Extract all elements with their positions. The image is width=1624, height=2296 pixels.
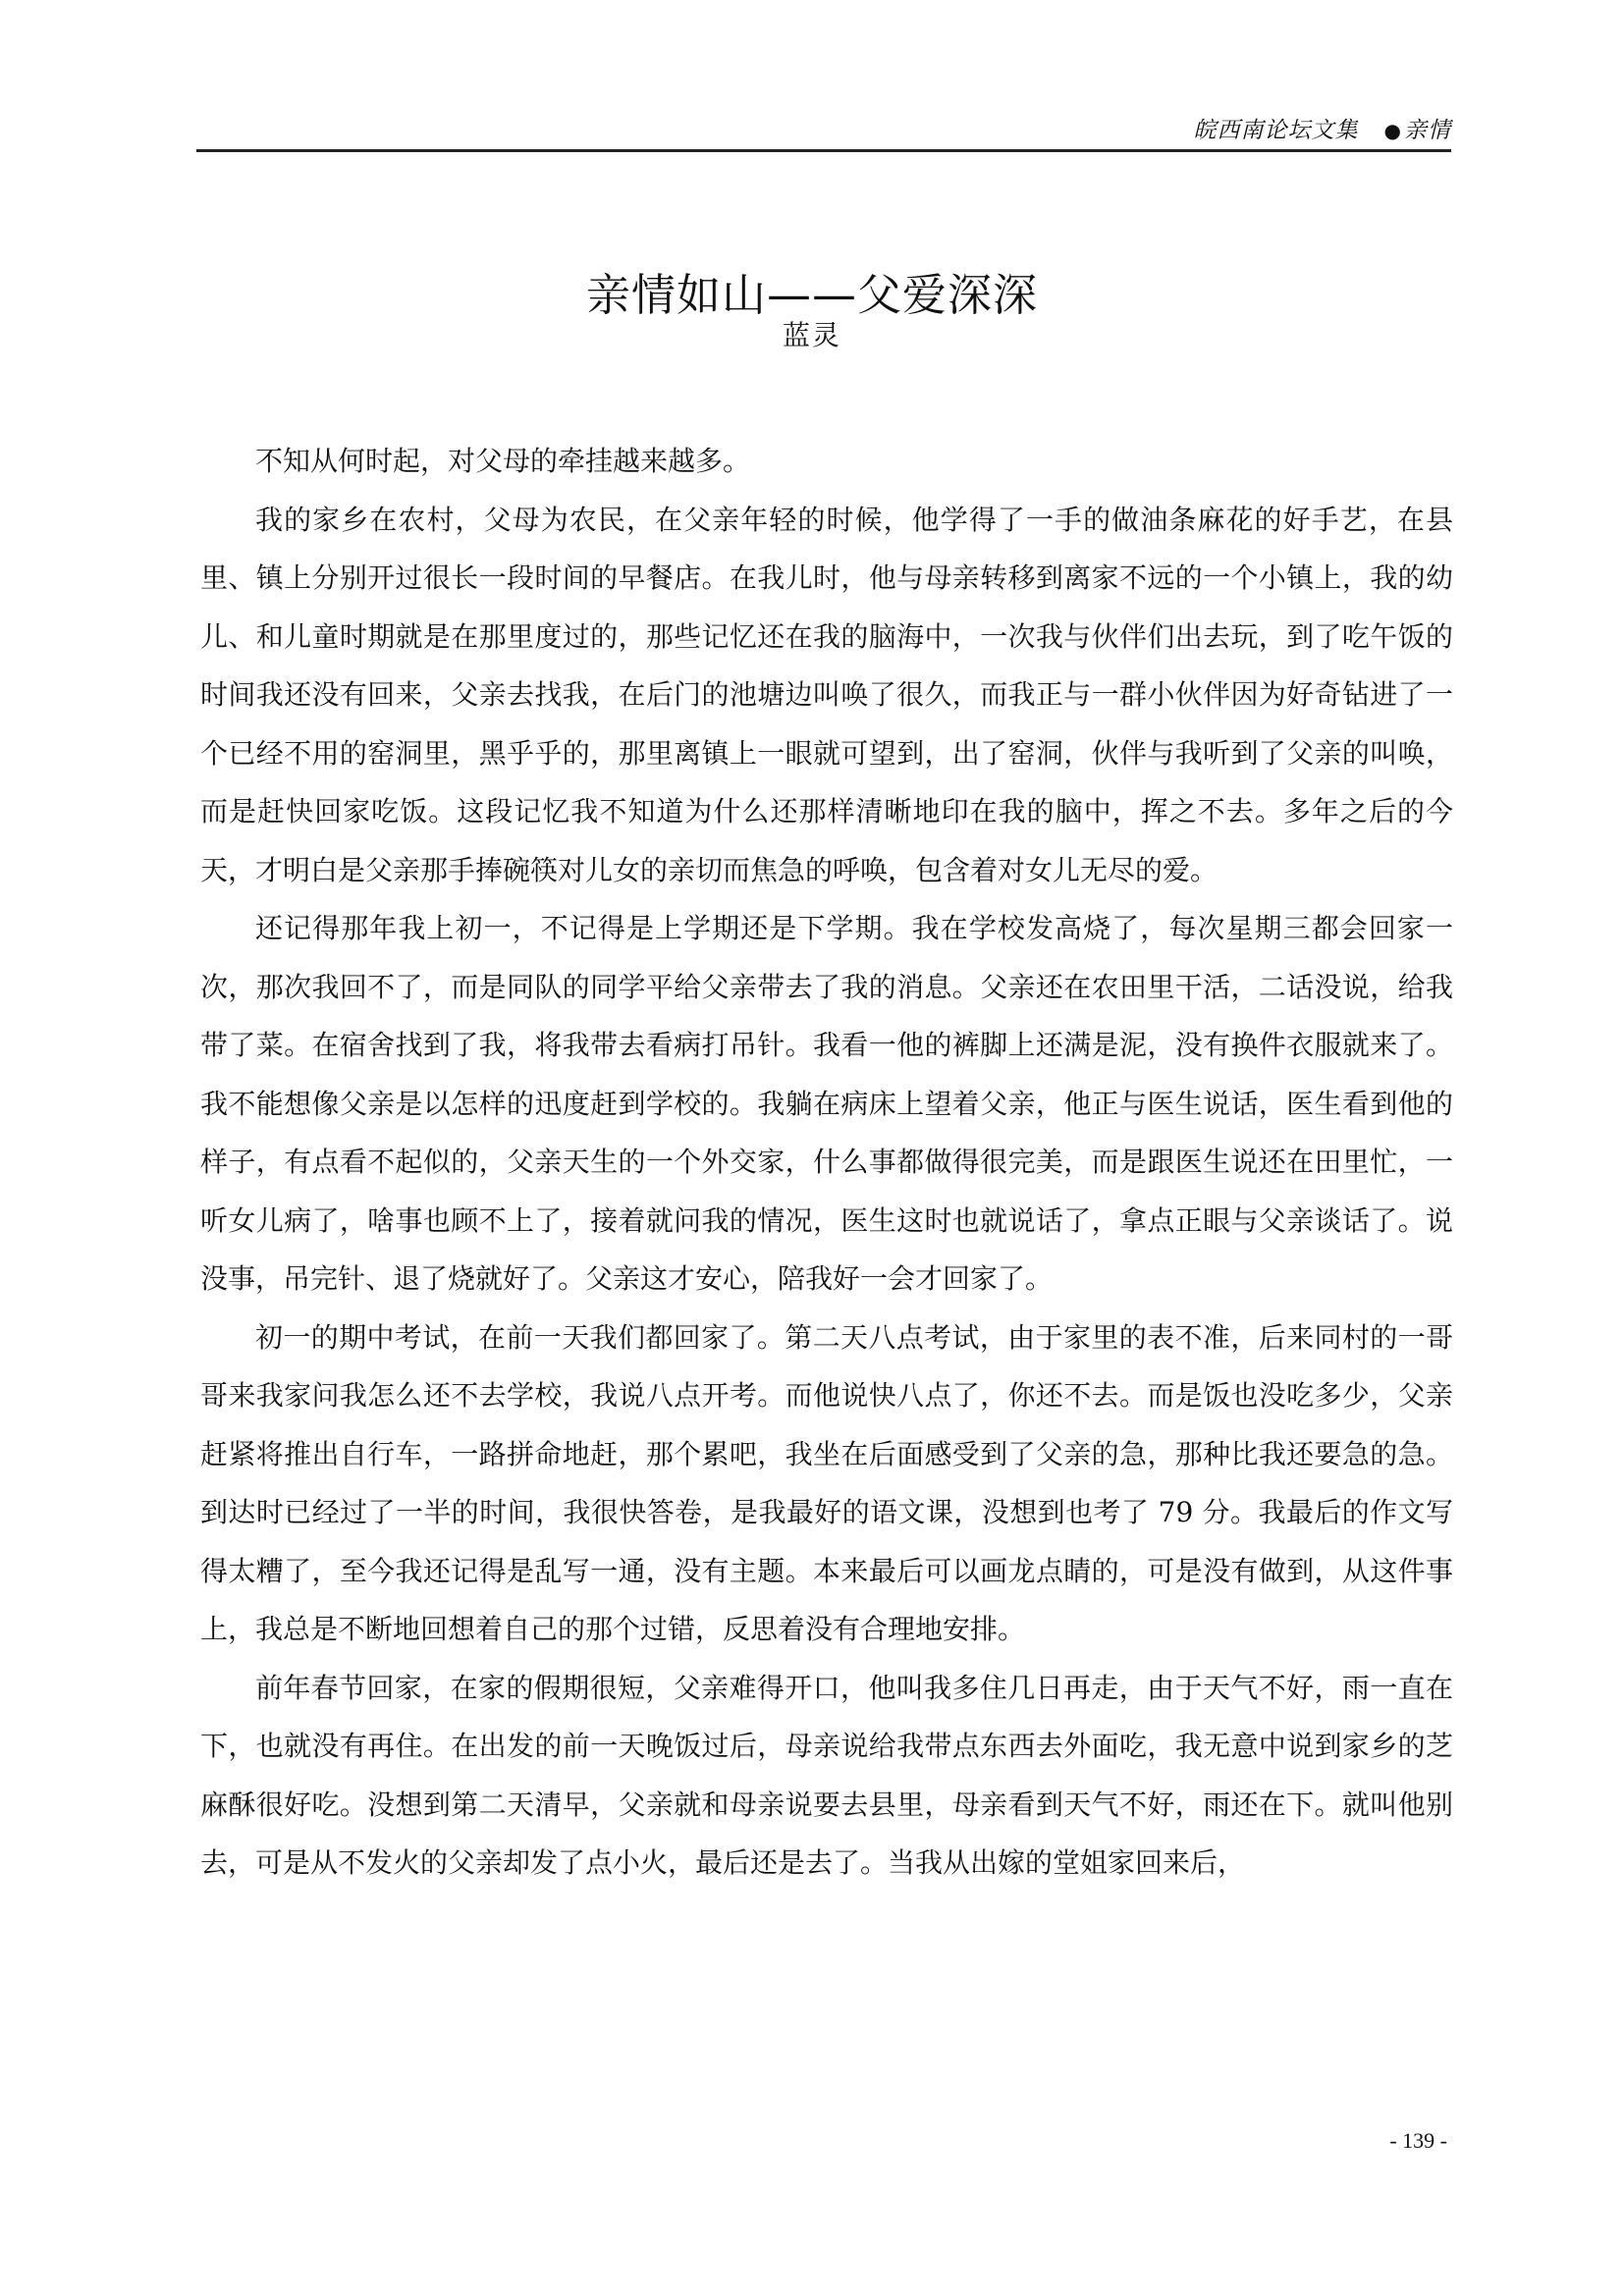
paragraph-4: 初一的期中考试，在前一天我们都回家了。第二天八点考试，由于家里的表不准，后来同村的一哥哥来我家问我怎么还不去学校，我说八点开考。而他说快八点了，你还不去。而是饭也没吃多少，父亲赶紧将推出自行车，一路拼命地赶，那个累吧，我坐在后面感受到了父亲的急，那种比我还要急的急。到达时已经过了一半的时间，我很快答卷，是我最好的语文课，没想到也考了 79 分。我最后的作文写得太糟了，至今我还记得是乱写一通，没有主题。本来最后可以画龙点睛的，可是没有做到，从这件事上，我总是不断地回想着自己的那个过错，反思着没有合理地安排。 [200,1320,1453,1645]
running-header [196,106,1451,152]
paragraph-2: 我的家乡在农村，父母为农民，在父亲年轻的时候，他学得了一手的做油条麻花的好手艺，在县里、镇上分别开过很长一段时间的早餐店。在我儿时，他与母亲转移到离家不远的一个小镇上，我的幼儿、和儿童时期就是在那里度过的，那些记忆还在我的脑海中，一次我与伙伴们出去玩，到了吃午饭的时间我还没有回来，父亲去找我，在后门的池塘边叫唤了很久，而我正与一群小伙伴因为好奇钻进了一个已经不用的窑洞里，黑乎乎的，那里离镇上一眼就可望到，出了窑洞，伙伴与我听到了父亲的叫唤，而是赶快回家吃饭。这段记忆我不知道为什么还那样清晰地印在我的脑中，挥之不去。多年之后的今天，才明白是父亲那手捧碗筷对儿女的亲切而焦急的呼唤，包含着对女儿无尽的爱。 [200,503,1453,886]
header-bullet-icon: ● [1383,119,1402,142]
paragraph-1: 不知从何时起，对父母的牵挂越来越多。 [255,445,751,477]
article-body [200,432,1453,1893]
header-collection-name: 皖西南论坛文集 [1193,118,1359,143]
paragraph-5: 前年春节回家，在家的假期很短，父亲难得开口，他叫我多住几日再走，由于天气不好，雨一直在下，也就没有再住。在出发的前一天晚饭过后，母亲说给我带点东西去外面吃，我无意中说到家乡的芝麻酥很好吃。没想到第二天清早，父亲就和母亲说要去县里，母亲看到天气不好，雨还在下。就叫他别去，可是从不发火的父亲却发了点小火，最后还是去了。当我从出嫁的堂姐家回来后， [200,1671,1453,1879]
article-title: 亲情如山——父爱深深 [585,269,1038,322]
paragraph-3: 还记得那年我上初一，不记得是上学期还是下学期。我在学校发高烧了，每次星期三都会回家一次，那次我回不了，而是同队的同学平给父亲带去了我的消息。父亲还在农田里干活，二话没说，给我带了菜。在宿舍找到了我，将我带去看病打吊针。我看一他的裤脚上还满是泥，没有换件衣服就来了。我不能想像父亲是以怎样的迅度赶到学校的。我躺在病床上望着父亲，他正与医生说话，医生看到他的样子，有点看不起似的，父亲天生的一个外交家，什么事都做得很完美，而是跟医生说还在田里忙，一听女儿病了，啥事也顾不上了，接着就问我的情况，医生这时也就说话了，拿点正眼与父亲谈话了。说没事，吊完针、退了烧就好了。父亲这才安心，陪我好一会才回家了。 [200,912,1453,1295]
page-number: - 139 - [1389,2128,1447,2153]
article-author: 蓝灵 [782,319,841,351]
header-text [1194,112,1451,144]
header-section-name: 亲情 [1404,118,1451,143]
